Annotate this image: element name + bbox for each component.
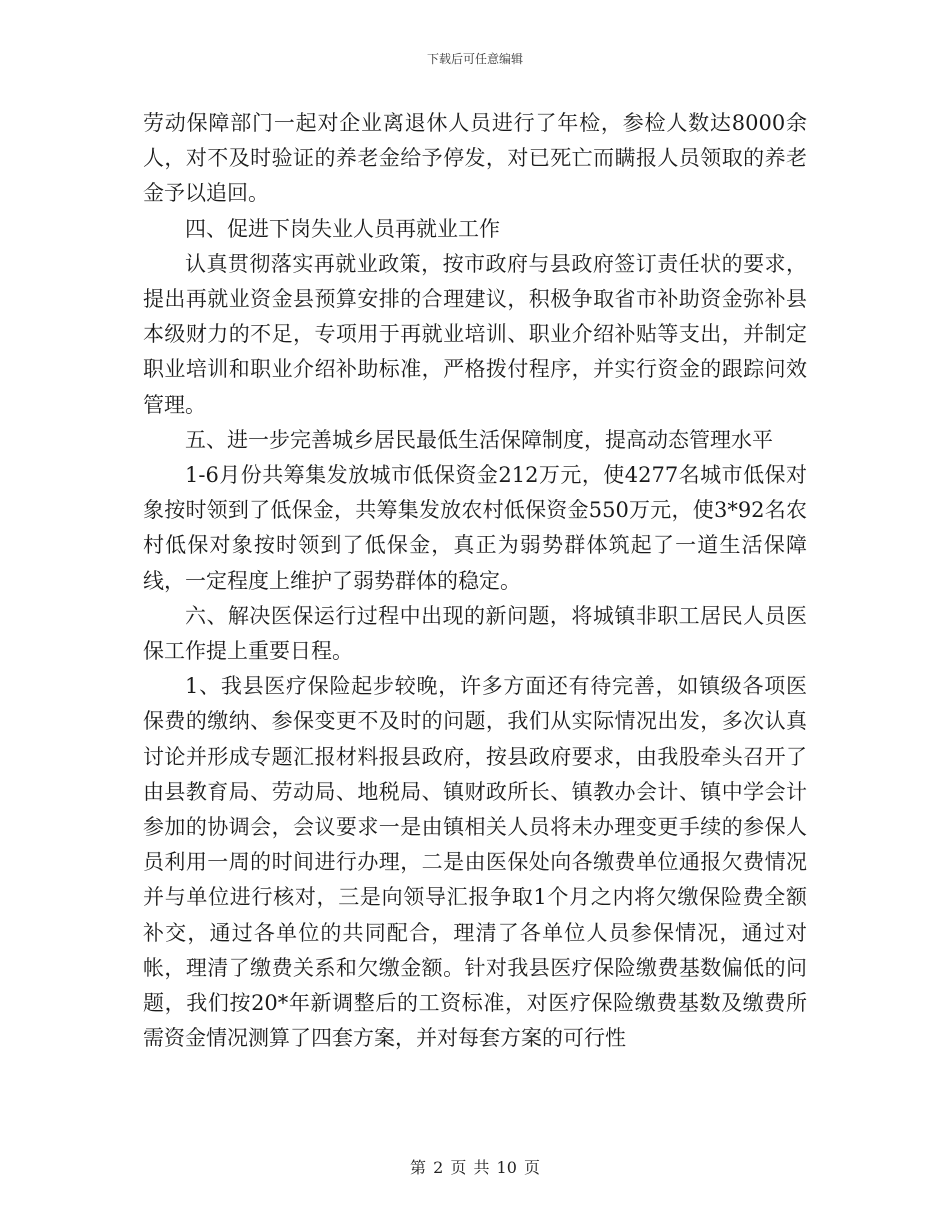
page-header: 下载后可任意编辑 bbox=[426, 52, 523, 66]
paragraph: 1、我县医疗保险起步较晚，许多方面还有待完善，如镇级各项医保费的缴纳、参保变更不及时的问题，我们从实际情况出发，多次认真讨论并形成专题汇报材料报县政府，按县政府要求，由我股牵头召开了由县教育局、劳动局、地税局、镇财政所长、镇教办会计、镇中学会计参加的协调会，会议要求一是由镇相关人员将未办理变更手续的参保人员利用一周的时间进行办理，二是由医保处向各缴费单位通报欠费情况并与单位进行核对，三是向领导汇报争取1个月之内将欠缴保险费全额补交，通过各单位的共同配合，理清了各单位人员参保情况，通过对帐，理清了缴费关系和欠缴金额。针对我县医疗保险缴费基数偏低的问题，我们按20*年新调整后的工资标准，对医疗保险缴费基数及缴费所需资金情况测算了四套方案，并对每套方案的可行性 bbox=[143, 674, 807, 1051]
section-heading: 六、解决医保运行过程中出现的新问题，将城镇非职工居民人员医保工作提上重要日程。 bbox=[143, 603, 807, 664]
page-number: 第 2 页 共 10 页 bbox=[410, 1158, 540, 1177]
section-heading: 五、进一步完善城乡居民最低生活保障制度，提高动态管理水平 bbox=[185, 427, 773, 452]
paragraph: 劳动保障部门一起对企业离退休人员进行了年检，参检人数达8000余人，对不及时验证的养老金给予停发，对已死亡而瞒报人员领取的养老金予以追回。 bbox=[143, 111, 807, 206]
section-heading: 四、促进下岗失业人员再就业工作 bbox=[185, 216, 500, 241]
paragraph: 认真贯彻落实再就业政策，按市政府与县政府签订责任状的要求，提出再就业资金县预算安排的合理建议，积极争取省市补助资金弥补县本级财力的不足，专项用于再就业培训、职业介绍补贴等支出，并制定职业培训和职业介绍补助标准，严格拨付程序，并实行资金的跟踪问效管理。 bbox=[143, 251, 807, 417]
document-body bbox=[143, 106, 807, 1056]
paragraph: 1-6月份共筹集发放城市低保资金212万元，使4277名城市低保对象按时领到了低保金，共筹集发放农村低保资金550万元，使3*92名农村低保对象按时领到了低保金，真正为弱势群体筑起了一道生活保障线，一定程度上维护了弱势群体的稳定。 bbox=[143, 463, 807, 593]
